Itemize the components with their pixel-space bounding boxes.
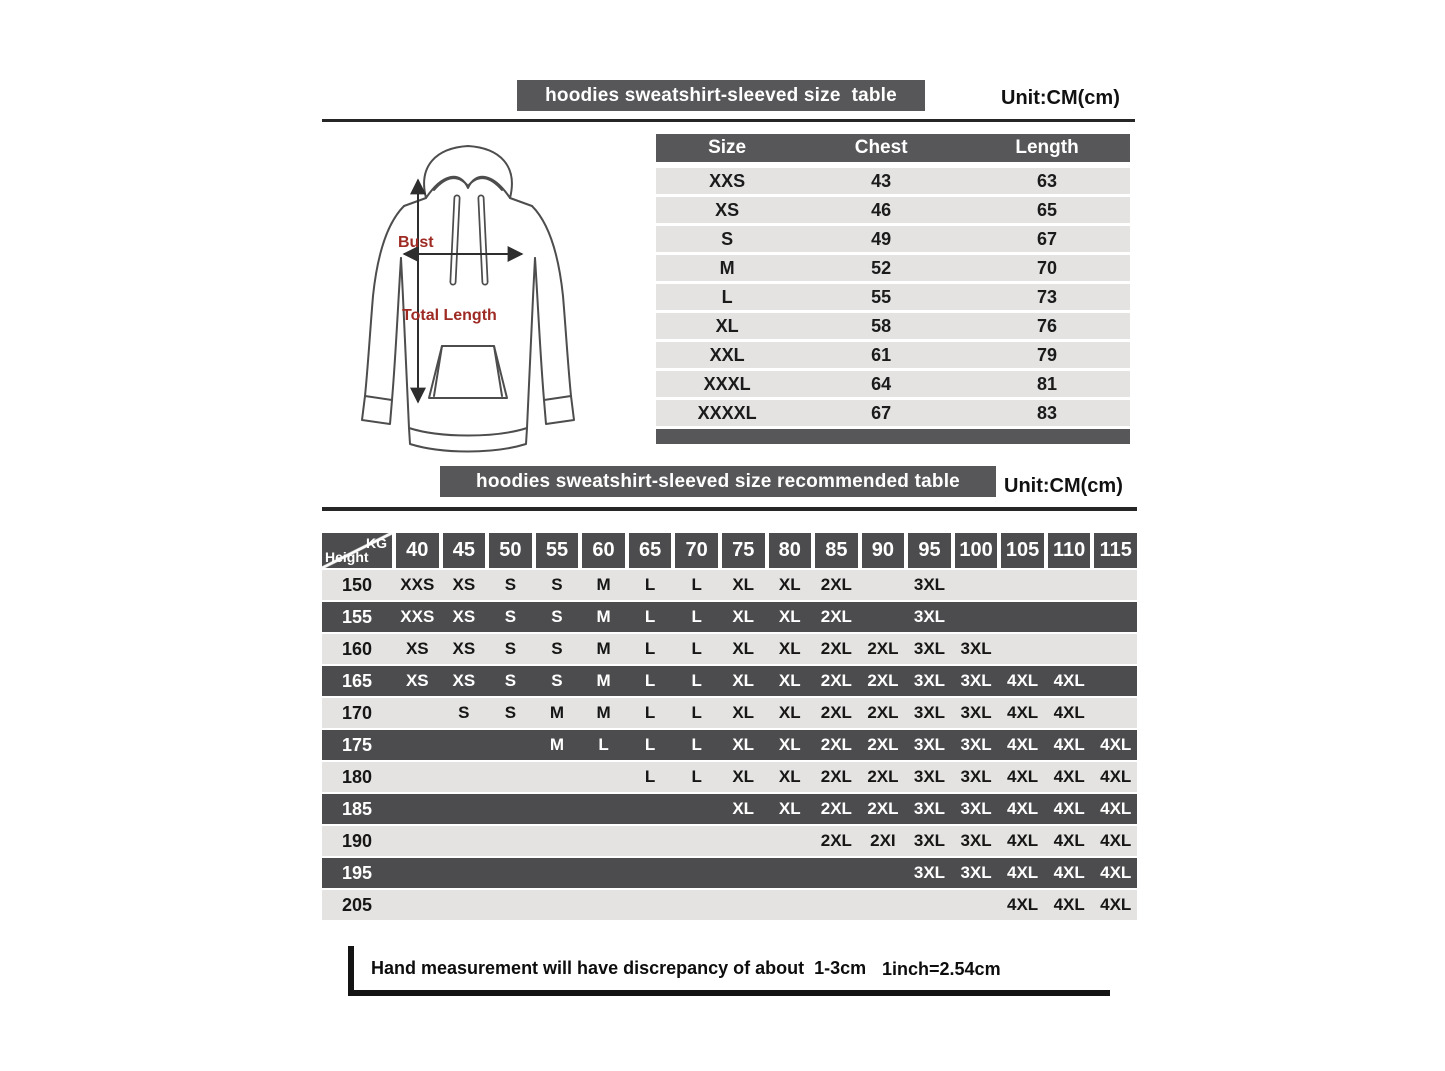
matrix-row	[322, 762, 1137, 792]
recommended-size-cell: 4XL	[1100, 895, 1132, 914]
recommended-size-cell: 2XL	[820, 735, 852, 754]
recommended-size-cell: L	[644, 575, 656, 594]
length-cell: 65	[1037, 199, 1058, 220]
recommended-size-cell: L	[598, 735, 609, 754]
size-cell: M	[719, 257, 735, 278]
recommended-size-cell: 2XL	[867, 799, 899, 818]
weight-header-cell: 110	[1048, 533, 1091, 568]
recommended-size-cell: 2XL	[820, 799, 852, 818]
recommended-size-cell: L	[644, 735, 656, 754]
weight-header-cell: 95	[908, 533, 951, 568]
recommended-size-cell: 2XL	[867, 703, 899, 722]
recommended-size-cell: XL	[732, 607, 755, 626]
recommended-size-cell: S	[504, 639, 517, 658]
recommended-size-cell: 4XL	[1100, 831, 1132, 850]
recommended-size-cell: 3XL	[960, 831, 992, 850]
matrix-row	[322, 698, 1137, 728]
height-label: 165	[341, 670, 373, 691]
recommended-size-cell: 4XL	[1053, 895, 1085, 914]
size-table-body	[656, 168, 1130, 426]
recommended-size-cell: M	[549, 703, 565, 722]
recommended-size-cell: XL	[778, 639, 801, 658]
size-table-row	[656, 255, 1130, 281]
divider-line-2	[322, 507, 1137, 511]
recommended-size-cell: L	[644, 767, 656, 786]
recommended-size-cell: XS	[452, 575, 476, 594]
recommended-size-cell: 4XL	[1007, 767, 1039, 786]
recommended-size-cell: L	[691, 735, 702, 754]
weight-header-cell: 115	[1094, 533, 1137, 568]
height-label: 185	[341, 798, 373, 819]
recommended-size-cell: 4XL	[1007, 703, 1039, 722]
size-table-row	[656, 371, 1130, 397]
size-cell: XXL	[709, 344, 745, 365]
recommended-size-cell: 4XL	[1100, 767, 1132, 786]
total-length-label: Total Length	[402, 307, 497, 324]
recommended-size-cell: XL	[778, 767, 801, 786]
recommended-size-cell: XL	[732, 799, 755, 818]
recommended-size-cell: S	[551, 575, 563, 594]
weight-header-cell: 90	[862, 533, 905, 568]
recommended-size-cell: M	[596, 575, 611, 594]
size-cell: XL	[715, 315, 739, 336]
recommended-size-cell: M	[596, 671, 611, 690]
length-cell: 73	[1037, 286, 1058, 307]
kg-height-corner-cell	[322, 533, 392, 568]
recommended-size-cell: 2XL	[820, 671, 852, 690]
recommended-size-cell: S	[551, 671, 563, 690]
recommended-size-cell: XL	[778, 735, 801, 754]
header-length: Length	[1015, 137, 1079, 158]
weight-header-cell: 70	[675, 533, 718, 568]
chest-cell: 58	[871, 315, 892, 336]
recommended-size-cell: 3XL	[960, 671, 992, 690]
length-cell: 76	[1037, 315, 1058, 336]
recommended-size-cell: XL	[778, 575, 801, 594]
length-cell: 83	[1037, 402, 1058, 423]
recommended-size-cell: L	[691, 767, 702, 786]
recommended-size-cell: 4XL	[1053, 831, 1085, 850]
recommended-size-cell: XL	[732, 767, 755, 786]
size-table-header	[656, 134, 1130, 162]
recommended-size-cell: 4XL	[1053, 671, 1085, 690]
recommended-size-cell: 2XL	[820, 831, 852, 850]
unit-label-1: Unit:CM(cm)	[1001, 87, 1120, 109]
hoodie-measurement-figure	[330, 136, 606, 458]
recommended-size-cell: XS	[405, 671, 429, 690]
height-label: 160	[341, 638, 373, 659]
size-cell: L	[721, 286, 733, 307]
recommended-size-cell: 3XL	[913, 767, 946, 786]
recommended-size-cell: 4XL	[1053, 767, 1085, 786]
height-label: 195	[341, 862, 373, 883]
matrix-row	[322, 634, 1137, 664]
recommended-size-cell: M	[596, 607, 611, 626]
chest-cell: 52	[871, 257, 892, 278]
recommended-size-cell: L	[691, 671, 702, 690]
recommended-size-cell: 3XL	[913, 671, 946, 690]
recommended-size-cell: L	[691, 703, 702, 722]
size-cell: XXXXL	[697, 402, 757, 423]
size-table-row	[656, 197, 1130, 223]
recommended-size-cell: XL	[778, 703, 801, 722]
chest-cell: 61	[871, 344, 892, 365]
recommended-size-cell: 2XL	[867, 767, 899, 786]
recommended-size-cell: S	[458, 703, 470, 722]
recommended-size-cell: L	[644, 639, 656, 658]
recommended-size-cell: XL	[732, 575, 755, 594]
matrix-header-row	[322, 533, 1137, 568]
recommended-size-cell: XL	[732, 671, 755, 690]
recommended-size-cell: XL	[732, 735, 755, 754]
recommended-size-cell: M	[596, 703, 611, 722]
recommended-size-cell: 3XL	[913, 863, 946, 882]
header-chest: Chest	[854, 137, 908, 158]
matrix-row	[322, 666, 1137, 696]
chest-cell: 43	[871, 170, 892, 191]
recommended-size-cell: 4XL	[1007, 735, 1039, 754]
recommended-size-cell: S	[551, 639, 563, 658]
height-label: 190	[341, 830, 373, 851]
recommended-table-title: hoodies sweatshirt-sleeved size recommended table	[440, 466, 996, 497]
size-table-title: hoodies sweatshirt-sleeved size table	[517, 80, 925, 111]
height-label: 170	[341, 702, 373, 723]
recommended-size-cell: 3XL	[960, 735, 992, 754]
recommended-size-cell: 2XL	[820, 607, 852, 626]
weight-header-cell: 80	[769, 533, 812, 568]
weight-header-cell: 50	[489, 533, 532, 568]
recommended-size-cell: 3XL	[960, 767, 992, 786]
recommended-size-cell: L	[644, 607, 656, 626]
recommended-size-cell: 4XL	[1007, 863, 1039, 882]
size-cell: XXS	[709, 170, 746, 191]
corner-kg-label: KG	[366, 535, 387, 551]
chest-cell: 55	[871, 286, 892, 307]
recommended-size-cell: 3XL	[913, 575, 946, 594]
length-cell: 70	[1037, 257, 1058, 278]
recommended-size-cell: 2XL	[820, 767, 852, 786]
recommended-size-cell: 3XL	[913, 799, 946, 818]
recommended-size-cell: 4XL	[1053, 863, 1085, 882]
height-label: 150	[341, 574, 373, 595]
recommended-size-cell: 3XL	[960, 863, 992, 882]
recommended-size-cell: XS	[452, 671, 476, 690]
divider-line-1	[322, 119, 1135, 122]
weight-header-cell: 75	[722, 533, 765, 568]
matrix-row	[322, 602, 1137, 632]
recommended-size-cell: 4XL	[1053, 799, 1085, 818]
size-table-row	[656, 313, 1130, 339]
matrix-row	[322, 730, 1137, 760]
recommended-size-cell: S	[504, 575, 517, 594]
recommended-size-cell: XXS	[400, 575, 435, 594]
size-cell: XS	[715, 199, 740, 220]
matrix-row	[322, 890, 1137, 920]
recommended-size-cell: 2XI	[870, 831, 896, 850]
height-label: 175	[341, 734, 373, 755]
recommended-size-cell: S	[504, 703, 517, 722]
weight-header-cell: 100	[955, 533, 998, 568]
weight-header-cell: 55	[536, 533, 579, 568]
measurement-discrepancy-note: Hand measurement will have discrepancy of about 1-3cm	[371, 958, 867, 978]
recommended-size-cell: XXS	[400, 607, 435, 626]
matrix-row	[322, 858, 1137, 888]
size-table-row	[656, 342, 1130, 368]
height-label: 155	[341, 606, 373, 627]
recommended-size-cell: L	[691, 575, 702, 594]
recommended-size-cell: M	[549, 735, 565, 754]
recommended-size-matrix	[322, 533, 1137, 922]
weight-header-cell: 60	[582, 533, 625, 568]
length-cell: 63	[1037, 170, 1058, 191]
recommended-size-cell: XS	[452, 639, 476, 658]
recommended-size-cell: 4XL	[1100, 799, 1132, 818]
weight-header-cell: 65	[629, 533, 672, 568]
length-cell: 67	[1037, 228, 1058, 249]
height-label: 205	[341, 894, 373, 915]
recommended-size-cell: 4XL	[1007, 799, 1039, 818]
recommended-size-cell: L	[691, 607, 702, 626]
recommended-size-cell: 4XL	[1053, 703, 1085, 722]
weight-header-cell: 105	[1001, 533, 1044, 568]
footer-note-box	[348, 946, 1110, 996]
weight-header-cell: 40	[396, 533, 439, 568]
recommended-size-cell: 2XL	[867, 639, 899, 658]
height-label: 180	[341, 766, 373, 787]
weight-header-cell: 85	[815, 533, 858, 568]
chest-cell: 64	[871, 373, 892, 394]
size-table	[656, 134, 1130, 444]
matrix-row	[322, 794, 1137, 824]
size-table-row	[656, 168, 1130, 194]
recommended-size-cell: 2XL	[867, 735, 899, 754]
inch-conversion-note: 1inch=2.54cm	[882, 959, 1001, 979]
size-cell: XXXL	[703, 373, 751, 394]
recommended-size-cell: M	[596, 639, 611, 658]
recommended-size-cell: XL	[778, 799, 801, 818]
size-table-row	[656, 400, 1130, 426]
recommended-size-cell: L	[644, 671, 656, 690]
recommended-size-cell: 2XL	[820, 575, 852, 594]
recommended-size-cell: 4XL	[1100, 863, 1132, 882]
length-cell: 81	[1037, 373, 1058, 394]
recommended-size-cell: 3XL	[960, 799, 992, 818]
recommended-size-cell: L	[644, 703, 656, 722]
recommended-size-cell: L	[691, 639, 702, 658]
chest-cell: 46	[871, 199, 892, 220]
recommended-size-cell: 4XL	[1007, 831, 1039, 850]
recommended-size-cell: 3XL	[960, 639, 992, 658]
matrix-body	[322, 570, 1137, 920]
recommended-size-cell: XL	[778, 607, 801, 626]
recommended-size-cell: XS	[405, 639, 429, 658]
recommended-size-cell: 2XL	[820, 703, 852, 722]
matrix-row	[322, 826, 1137, 856]
recommended-size-cell: 4XL	[1053, 735, 1085, 754]
bust-label: Bust	[398, 234, 434, 251]
recommended-size-cell: 3XL	[913, 703, 946, 722]
corner-height-label: Height	[325, 549, 369, 565]
recommended-size-cell: S	[504, 671, 517, 690]
recommended-size-cell: XL	[732, 703, 755, 722]
recommended-size-cell: 3XL	[913, 639, 946, 658]
header-size: Size	[708, 137, 747, 158]
recommended-size-cell: 3XL	[913, 607, 946, 626]
recommended-size-cell: 2XL	[820, 639, 852, 658]
recommended-size-cell: 4XL	[1007, 671, 1039, 690]
recommended-size-cell: S	[551, 607, 563, 626]
recommended-size-cell: XL	[732, 639, 755, 658]
size-table-row	[656, 226, 1130, 252]
unit-label-2: Unit:CM(cm)	[1004, 475, 1123, 497]
size-table-row	[656, 284, 1130, 310]
weight-header-cell: 45	[443, 533, 486, 568]
size-cell: S	[721, 228, 734, 249]
recommended-size-cell: 3XL	[913, 831, 946, 850]
recommended-size-cell: 3XL	[913, 735, 946, 754]
recommended-size-cell: S	[504, 607, 517, 626]
recommended-size-cell: 3XL	[960, 703, 992, 722]
chest-cell: 67	[871, 402, 892, 423]
size-table-bottom-bar	[656, 429, 1130, 444]
chest-cell: 49	[871, 228, 892, 249]
length-cell: 79	[1037, 344, 1058, 365]
recommended-size-cell: XL	[778, 671, 801, 690]
recommended-size-cell: 4XL	[1100, 735, 1132, 754]
recommended-size-cell: XS	[452, 607, 476, 626]
recommended-size-cell: 2XL	[867, 671, 899, 690]
hoodie-drawing-icon	[330, 136, 606, 458]
matrix-row	[322, 570, 1137, 600]
recommended-size-cell: 4XL	[1007, 895, 1039, 914]
